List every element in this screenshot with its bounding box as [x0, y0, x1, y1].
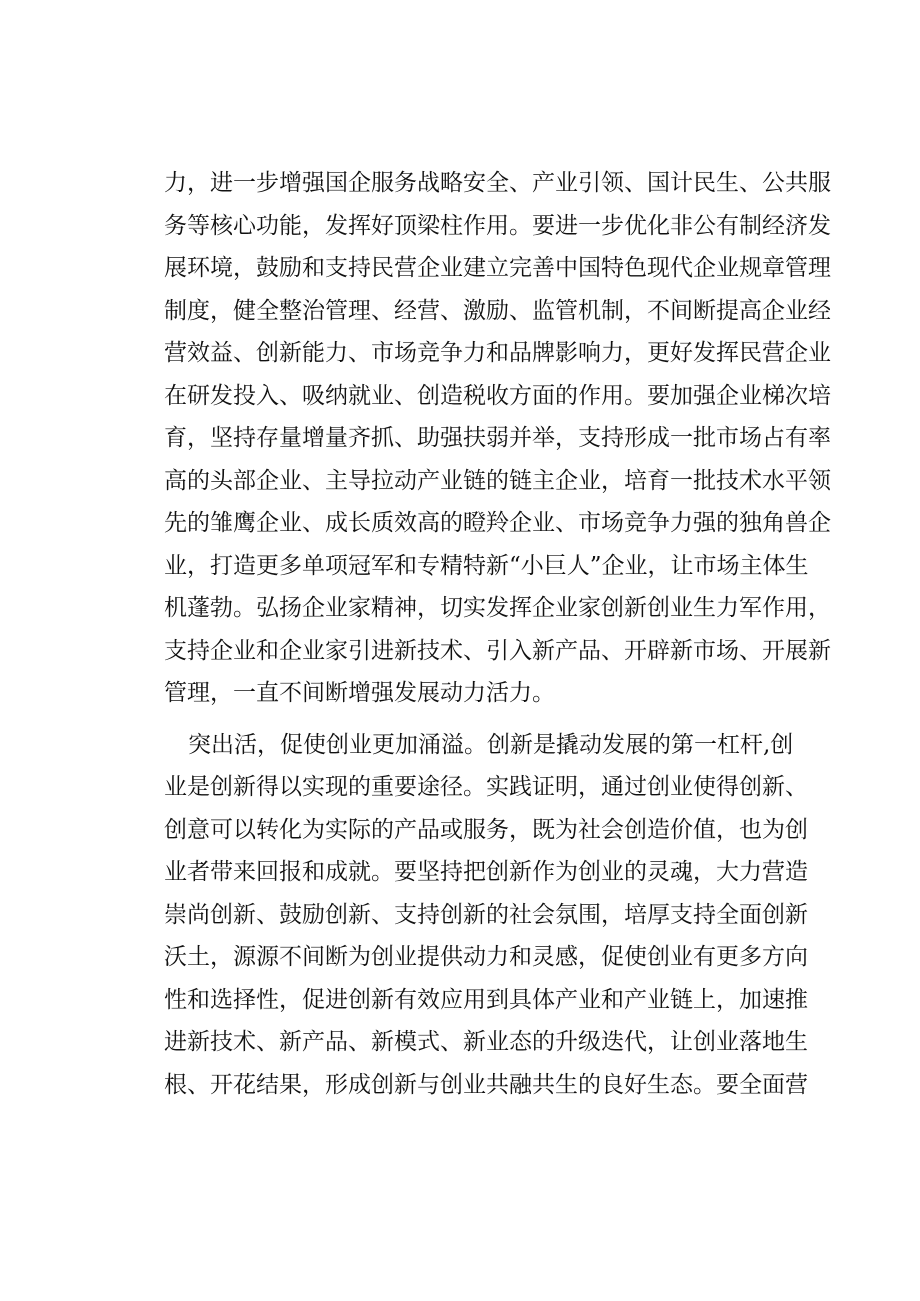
text-line: 管理，一直不间断增强发展动力活力。	[164, 680, 555, 706]
text-line: 力，进一步增强国企服务战略安全、产业引领、国计民生、公共服	[164, 170, 831, 196]
text-line: 支持企业和企业家引进新技术、引入新产品、开辟新市场、开展新	[164, 637, 831, 664]
text-line: 先的雏鹰企业、成长质效高的瞪羚企业、市场竞争力强的独角兽企	[164, 510, 831, 536]
paragraph-2	[164, 724, 808, 1107]
text-line: 高的头部企业、主导拉动产业链的链主企业，培育一批技术水平领	[164, 467, 831, 494]
text-line: 制度，健全整治管理、经营、激励、监管机制，不间断提高企业经	[164, 297, 831, 324]
text-line: 育，坚持存量增量齐抓、助强扶弱并举，支持形成一批市场占有率	[164, 425, 831, 451]
text-line: 务等核心功能，发挥好顶梁柱作用。要进一步优化非公有制经济发	[164, 212, 831, 239]
text-line: 业者带来回报和成就。要坚持把创新作为创业的灵魂，大力营造	[164, 859, 808, 885]
text-line: 展环境，鼓励和支持民营企业建立完善中国特色现代企业规章管理	[164, 255, 831, 281]
text-line: 崇尚创新、鼓励创新、支持创新的社会氛围，培厚支持全面创新	[164, 901, 808, 928]
text-line: 营效益、创新能力、市场竞争力和品牌影响力，更好发挥民营企业	[164, 340, 831, 366]
text-line: 突出活，促使创业更加涌溢。创新是撬动发展的第一杠杆,创	[188, 731, 794, 758]
text-line: 根、开花结果，形成创新与创业共融共生的良好生态。要全面营	[164, 1071, 808, 1098]
text-line: 进新技术、新产品、新模式、新业态的升级迭代，让创业落地生	[164, 1029, 808, 1055]
text-line: 业是创新得以实现的重要途径。实践证明，通过创业使得创新、	[164, 774, 808, 800]
document-body	[164, 162, 831, 1106]
text-line: 性和选择性，促进创新有效应用到具体产业和产业链上，加速推	[164, 986, 808, 1013]
paragraph-1	[164, 162, 831, 715]
text-line: 创意可以转化为实际的产品或服务，既为社会创造价值，也为创	[164, 816, 808, 843]
text-line: 机蓬勃。弘扬企业家精神，切实发挥企业家创新创业生力军作用，	[164, 595, 831, 621]
text-line: 业，打造更多单项冠军和专精特新“小巨人”企业，让市场主体生	[164, 552, 809, 579]
text-line: 沃土，源源不间断为创业提供动力和灵感，促使创业有更多方向	[164, 944, 808, 970]
text-line: 在研发投入、吸纳就业、创造税收方面的作用。要加强企业梯次培	[164, 382, 831, 409]
